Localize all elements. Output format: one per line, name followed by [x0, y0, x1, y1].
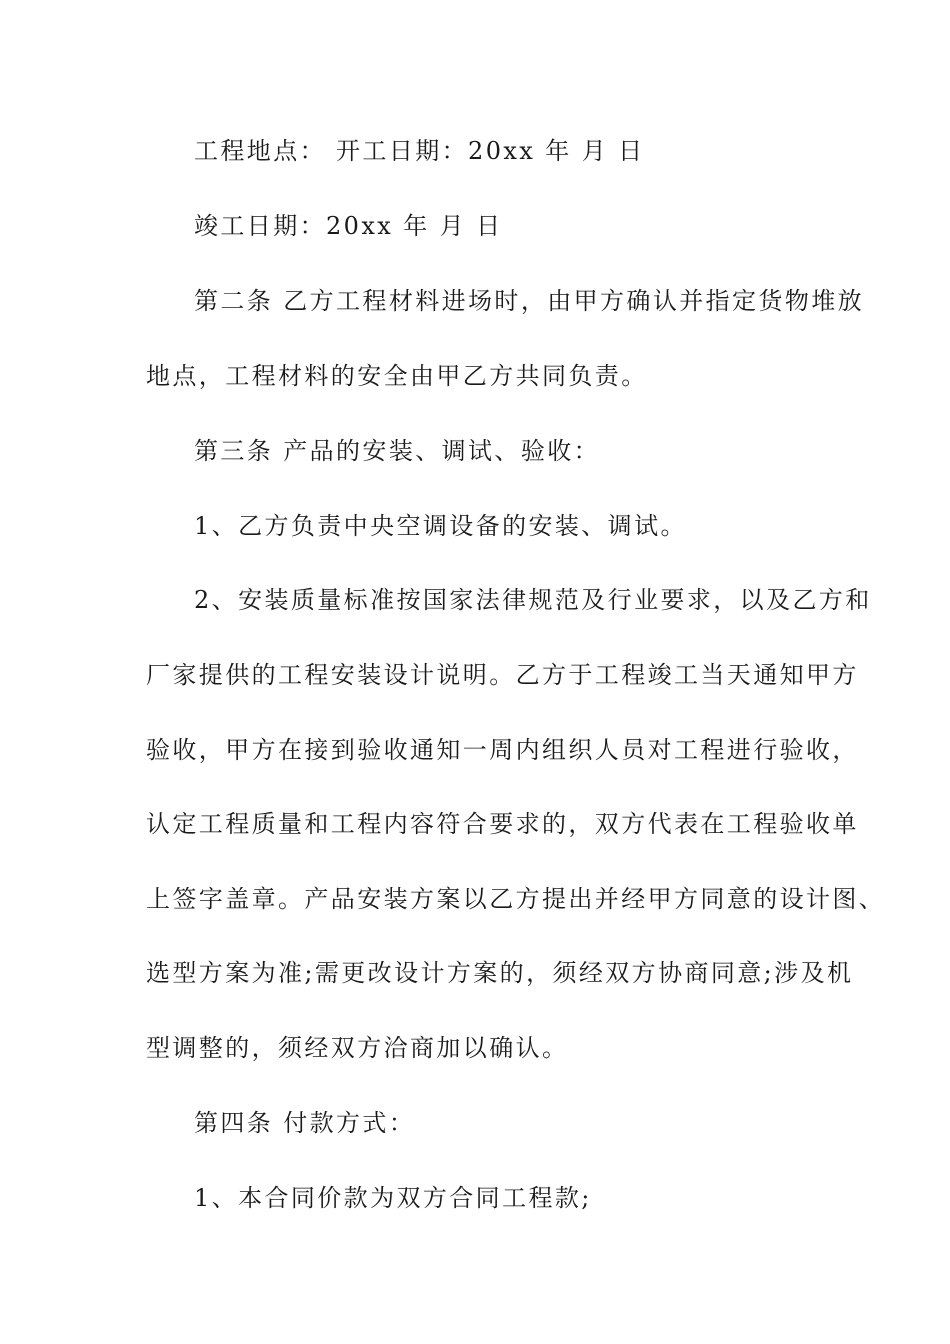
paragraph-line: 第四条 付款方式：	[194, 1109, 416, 1137]
paragraph-line: 工程地点： 开工日期：20xx 年 月 日	[194, 137, 645, 165]
paragraph-line: 竣工日期：20xx 年 月 日	[194, 212, 503, 240]
paragraph-line: 1、本合同价款为双方合同工程款;	[194, 1184, 592, 1212]
paragraph-line: 验收，甲方在接到验收通知一周内组织人员对工程进行验收，	[146, 736, 859, 764]
paragraph-line: 2、安装质量标准按国家法律规范及行业要求，以及乙方和	[194, 586, 872, 614]
paragraph-line: 第三条 产品的安装、调试、验收：	[194, 437, 601, 465]
paragraph-line: 第二条 乙方工程材料进场时，由甲方确认并指定货物堆放	[194, 287, 865, 315]
paragraph-line: 地点，工程材料的安全由甲乙方共同负责。	[146, 362, 648, 390]
paragraph-line: 选型方案为准;需更改设计方案的，须经双方协商同意;涉及机	[146, 959, 854, 987]
paragraph-line: 上签字盖章。产品安装方案以乙方提出并经甲方同意的设计图、	[146, 885, 886, 913]
paragraph-line: 厂家提供的工程安装设计说明。乙方于工程竣工当天通知甲方	[146, 661, 859, 689]
paragraph-line: 1、乙方负责中央空调设备的安装、调试。	[194, 512, 687, 540]
paragraph-line: 型调整的，须经双方洽商加以确认。	[146, 1034, 569, 1062]
paragraph-line: 认定工程质量和工程内容符合要求的，双方代表在工程验收单	[146, 810, 859, 838]
